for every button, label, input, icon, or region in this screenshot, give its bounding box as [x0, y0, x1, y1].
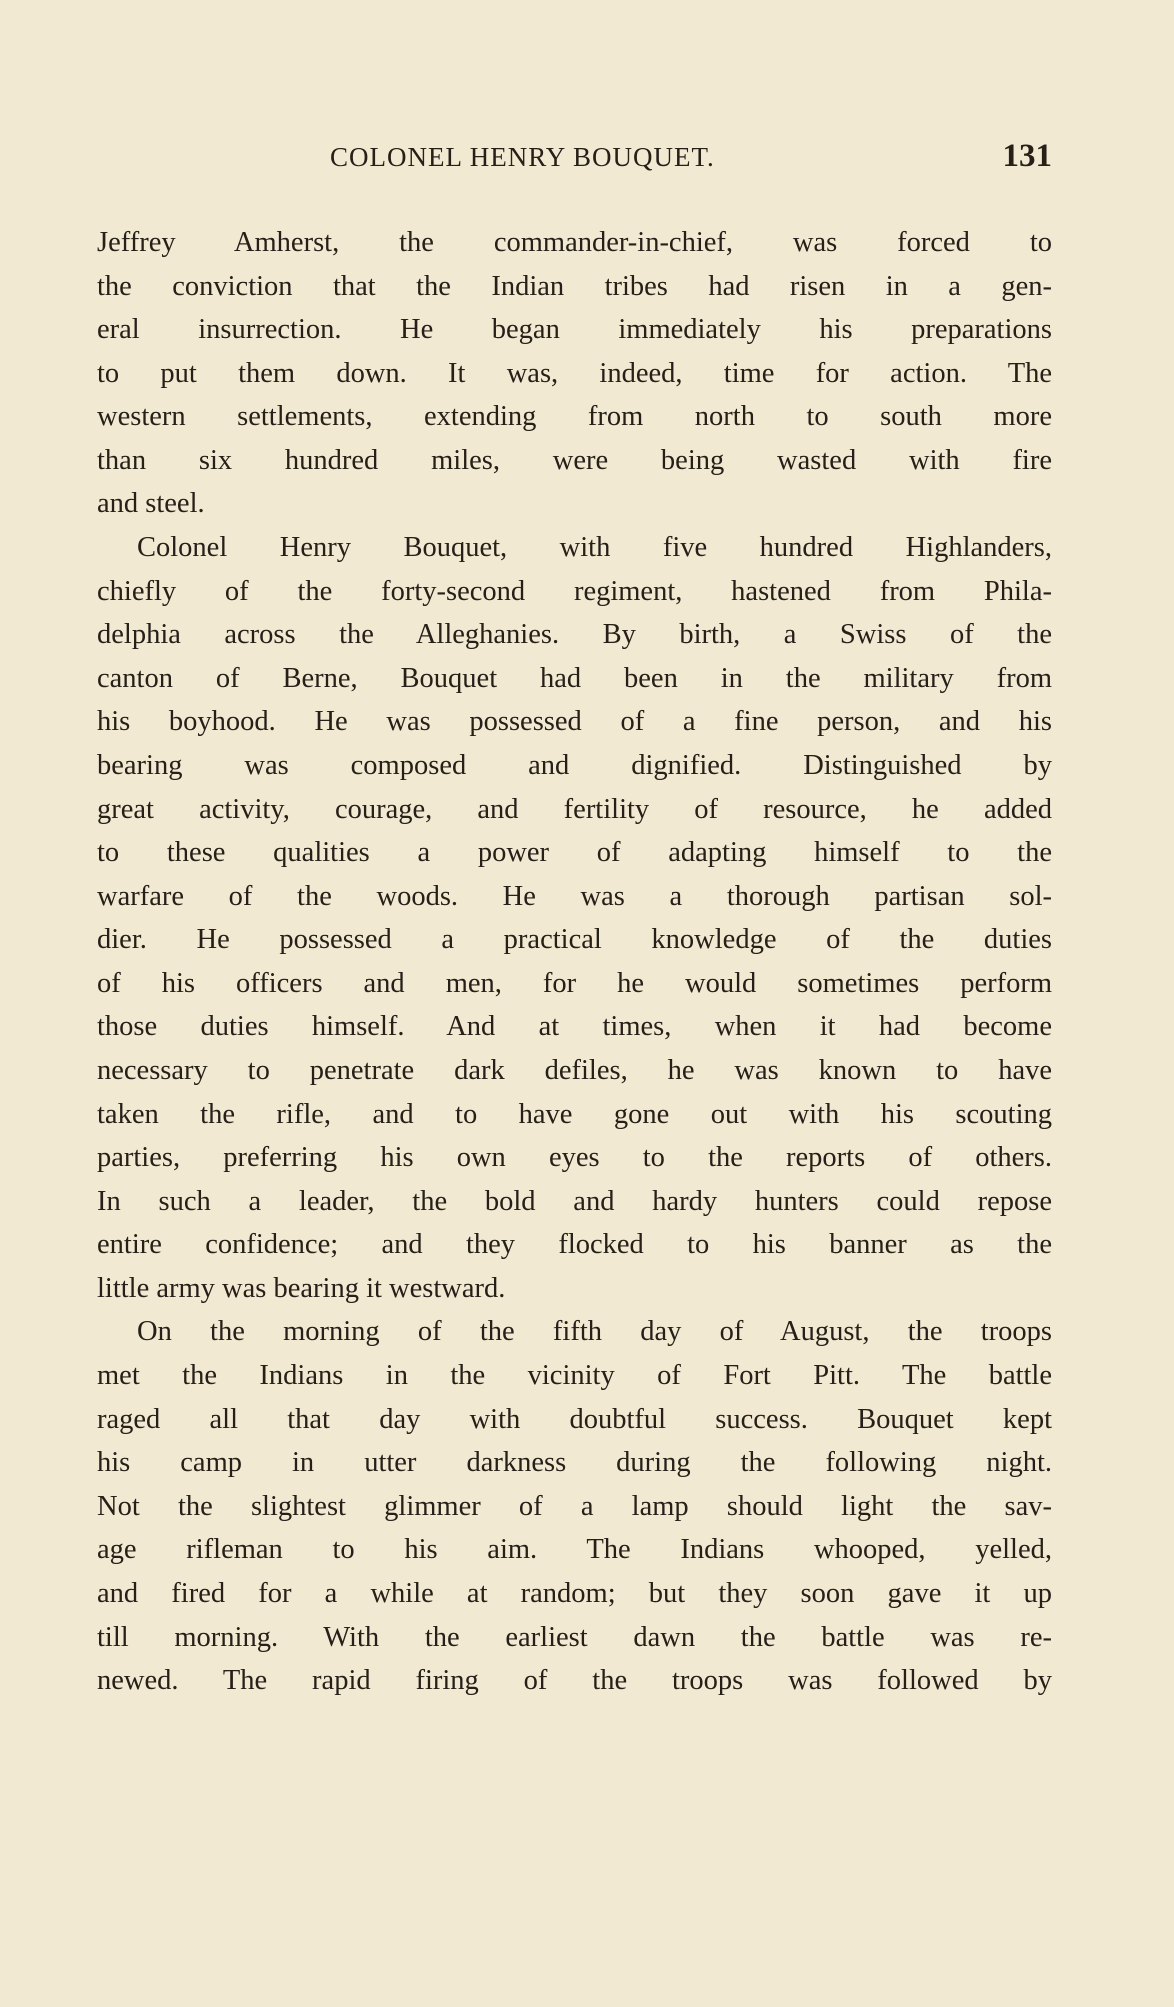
text-line: his boyhood. He was possessed of a fine person, and his [97, 706, 1052, 738]
text-line: the conviction that the Indian tribes had risen in a gen- [97, 270, 1052, 302]
text-line: than six hundred miles, were being wasted with fire [97, 444, 1052, 476]
body-text [97, 221, 1052, 1703]
text-line: great activity, courage, and fertility of resource, he added [97, 793, 1052, 825]
text-line: those duties himself. And at times, when it had become [97, 1011, 1052, 1043]
text-line: met the Indians in the vicinity of Fort Pitt. The battle [97, 1360, 1052, 1392]
text-line: to these qualities a power of adapting himself to the [97, 837, 1052, 869]
text-line: of his officers and men, for he would sometimes perform [97, 967, 1052, 999]
running-head [97, 138, 1052, 180]
text-line: eral insurrection. He began immediately his preparations [97, 314, 1052, 346]
text-line: necessary to penetrate dark defiles, he was known to have [97, 1054, 1052, 1086]
text-line: parties, preferring his own eyes to the reports of others. [97, 1142, 1052, 1174]
text-line: newed. The rapid firing of the troops was followed by [97, 1665, 1052, 1697]
text-line: bearing was composed and dignified. Distinguished by [97, 749, 1052, 781]
page-number: 131 [1002, 138, 1052, 174]
text-line: age rifleman to his aim. The Indians whooped, yelled, [97, 1534, 1052, 1566]
text-line: On the morning of the fifth day of August, the troops [137, 1316, 1052, 1348]
text-line: In such a leader, the bold and hardy hunters could repose [97, 1185, 1052, 1217]
text-line: his camp in utter darkness during the following night. [97, 1447, 1052, 1479]
text-line: warfare of the woods. He was a thorough partisan sol- [97, 880, 1052, 912]
text-line: raged all that day with doubtful success. Bouquet kept [97, 1403, 1052, 1435]
text-line: to put them down. It was, indeed, time for action. The [97, 357, 1052, 389]
text-line: western settlements, extending from north to south more [97, 401, 1052, 433]
text-line: chiefly of the forty-second regiment, hastened from Phila- [97, 575, 1052, 607]
text-line: till morning. With the earliest dawn the battle was re- [97, 1621, 1052, 1653]
text-line: Jeffrey Amherst, the commander-in-chief, was forced to [97, 227, 1052, 258]
text-line: dier. He possessed a practical knowledge of the duties [97, 924, 1052, 956]
text-line: canton of Berne, Bouquet had been in the military from [97, 662, 1052, 694]
text-line: Not the slightest glimmer of a lamp should light the sav- [97, 1490, 1052, 1522]
running-title: COLONEL HENRY BOUQUET. [330, 142, 715, 172]
text-line: little army was bearing it westward. [97, 1272, 506, 1304]
text-line: Colonel Henry Bouquet, with five hundred Highlanders, [137, 532, 1052, 564]
text-line: and steel. [97, 488, 205, 520]
text-line: entire confidence; and they flocked to his banner as the [97, 1229, 1052, 1261]
text-line: and fired for a while at random; but they soon gave it up [97, 1577, 1052, 1609]
text-line: delphia across the Alleghanies. By birth, a Swiss of the [97, 619, 1052, 651]
text-line: taken the rifle, and to have gone out with his scouting [97, 1098, 1052, 1130]
